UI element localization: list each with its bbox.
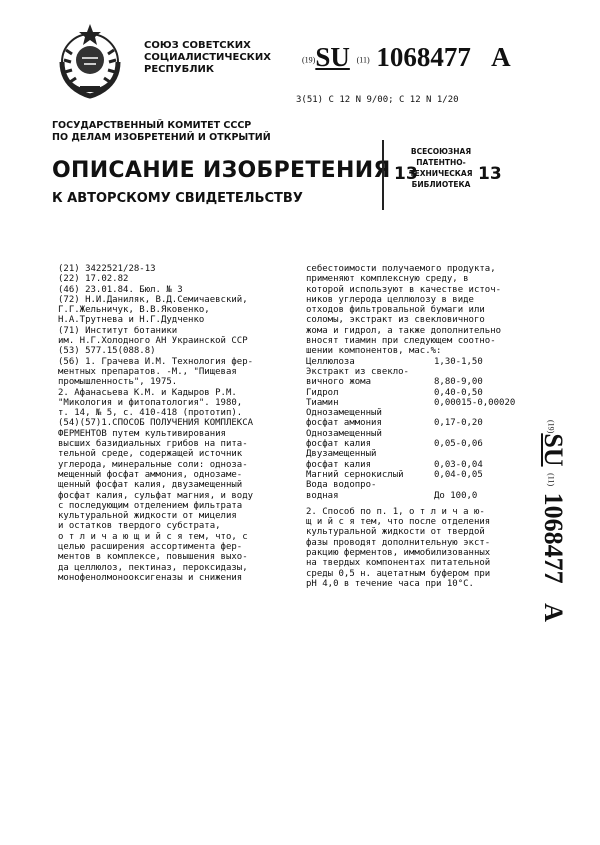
text-line: промышленность", 1975. <box>58 377 178 388</box>
number-prefix: (11) <box>356 55 370 65</box>
text-line: на твердых компонентах питательной <box>306 558 491 569</box>
text-line: высших базидиальных грибов на пита- <box>58 439 248 450</box>
component-name: фосфат калия <box>306 439 372 450</box>
country-code: SU <box>315 42 350 72</box>
component-name: фосфат аммония <box>306 418 382 429</box>
text-line: углерода, минеральные соли: однозa- <box>58 459 248 470</box>
side-number-prefix: (11) <box>546 473 556 487</box>
component-value: 8,80-9,00 <box>434 377 483 388</box>
text-line: шении компонентов, мас.%: <box>306 346 442 357</box>
text-line: культуральной жидкости от мицелия <box>58 511 237 522</box>
component-name: водная <box>306 490 339 501</box>
component-name: Однозамещенный <box>306 408 382 419</box>
text-line: щенный фосфат калия, двузамещенный <box>58 480 243 491</box>
text-line: тельной среде, содержащей источник <box>58 449 243 460</box>
component-row <box>306 480 526 490</box>
kind-code: A <box>491 42 511 72</box>
component-value: До 100,0 <box>434 490 478 501</box>
side-patent-number <box>540 420 570 680</box>
text-line: Н.А.Трутнева и Н.Г.Дудченко <box>58 315 205 326</box>
text-line: ФЕРМЕНТОВ путем культивирования <box>58 428 226 439</box>
claim-2 <box>306 507 526 589</box>
text-line: (54)(57)1.СПОСОБ ПОЛУЧЕНИЯ КОМПЛЕКСА <box>58 418 254 429</box>
component-row <box>306 470 526 480</box>
text-line: (72) Н.И.Даниляк, В.Д.Семичаевский, <box>58 294 248 305</box>
text-line: ракцию ферментов, иммобилизованных <box>306 548 491 559</box>
text-line: да целлюлоз, пектиназ, пероксидазы, <box>58 562 248 573</box>
text-line: (53) 577.15(088.8) <box>58 346 156 357</box>
text-line: и остатков твердого субстрата, <box>58 521 221 532</box>
committee-name: ГОСУДАРСТВЕННЫЙ КОМИТЕТ СССР ПО ДЕЛАМ ИЗОБРЕТЕНИЙ И ОТКРЫТИЙ <box>52 120 271 143</box>
component-row <box>306 460 526 470</box>
org-name: СОЮЗ СОВЕТСКИХ СОЦИАЛИСТИЧЕСКИХ РЕСПУБЛИК <box>144 40 271 75</box>
text-line: "Микология и фитопатология". 1980, <box>58 397 243 408</box>
bibliographic-column <box>58 264 288 583</box>
component-value <box>434 429 526 439</box>
text-line: (22) 17.02.82 <box>58 274 129 285</box>
text-line: которой используют в качестве источ- <box>306 284 502 295</box>
component-value: 1,30-1,50 <box>434 356 483 367</box>
text-line: фосфат калия, сульфат магния, и воду <box>58 490 254 501</box>
claims-column <box>306 264 526 589</box>
text-line: ников углерода целлюлозу в виде <box>306 294 474 305</box>
text-line: с последующим отделением фильтрата <box>58 500 243 511</box>
text-line: применяют комплексную среду, в <box>306 274 469 285</box>
component-value <box>434 480 526 490</box>
component-name: Однозамещенный <box>306 428 382 439</box>
text-line: (56) 1. Грачева И.М. Технология фер- <box>58 356 254 367</box>
component-name: Двузамещенный <box>306 449 377 460</box>
component-row <box>306 418 526 428</box>
ipc-classification: 3(51) C 12 N 9/00; C 12 N 1/20 <box>296 95 459 105</box>
component-value: 0,05-0,06 <box>434 439 483 450</box>
component-value <box>434 449 526 459</box>
component-row <box>306 491 526 501</box>
document-subtitle: К АВТОРСКОМУ СВИДЕТЕЛЬСТВУ <box>52 191 303 206</box>
text-line: 2. Афанасьева К.М. и Кадыров Р.М. <box>58 387 237 398</box>
component-name: Целлюлоза <box>306 356 355 367</box>
component-name: Гидрол <box>306 387 339 398</box>
text-line: (71) Институт ботаники <box>58 325 178 336</box>
text-line: культуральной жидкости от твердой <box>306 527 485 538</box>
text-line: среды 0,5 н. ацетатным буфером при <box>306 568 491 579</box>
component-name: Экстракт из свекло- <box>306 366 409 377</box>
document-title: ОПИСАНИЕ ИЗОБРЕТЕНИЯ <box>52 158 391 183</box>
component-row <box>306 449 526 459</box>
component-name: фосфат калия <box>306 459 372 470</box>
stamp-right-number: 13 <box>478 164 502 184</box>
side-kind-code: A <box>539 603 568 622</box>
patent-number: 1068477 <box>376 42 471 72</box>
text-line: целью расширения ассортимента фер- <box>58 542 243 553</box>
component-row <box>306 357 526 367</box>
text-line: pH 4,0 в течение часа при 10°C. <box>306 578 474 589</box>
text-line: ментных препаратов. -М., "Пищевая <box>58 366 237 377</box>
stamp-text: ВСЕСОЮЗНАЯ ПАТЕНТНО- ТЕХНИЧЕСКАЯ БИБЛИОТЕКА <box>409 147 473 189</box>
text-line: фазы проводят дополнительную экст- <box>306 537 491 548</box>
country-code-prefix: (19) <box>302 55 316 65</box>
text-line: жома и гидрол, а также дополнительно <box>306 325 502 336</box>
component-row <box>306 398 526 408</box>
component-row <box>306 429 526 439</box>
text-line: мещенный фосфат аммония, однозаме- <box>58 469 243 480</box>
text-line: о т л и ч а ю щ и й с я тем, что, с <box>58 531 248 542</box>
text-line: ментов в комплексе, повышения выхо- <box>58 552 248 563</box>
text-line: монофенолмонооксигеназы и снижения <box>58 572 243 583</box>
text-line: щ и й с я тем, что после отделения <box>306 517 491 528</box>
claim-continuation <box>306 264 526 357</box>
component-row <box>306 408 526 418</box>
component-value: 0,00015-0,00020 <box>434 397 516 408</box>
text-line: т. 14, № 5, с. 410-418 (прототип). <box>58 408 243 419</box>
text-line: себестоимости получаемого продукта, <box>306 264 496 274</box>
component-row <box>306 367 526 377</box>
text-line: вносят тиамин при следующем соотно- <box>306 336 496 347</box>
component-name: Вода водопро- <box>306 480 377 491</box>
component-name: Магний сернокислый <box>306 469 404 480</box>
component-value: 0,40-0,50 <box>434 387 483 398</box>
component-value: 0,04-0,05 <box>434 469 483 480</box>
text-line: Г.Г.Жельничук, В.В.Яковенко, <box>58 305 210 316</box>
side-number: 1068477 <box>539 492 568 584</box>
stamp-left-number: 13 <box>394 164 418 184</box>
component-name: вичного жома <box>306 377 372 388</box>
text-line: (46) 23.01.84. Бюл. № 3 <box>58 284 183 295</box>
text-line: соломы, экстракт из свекловичного <box>306 315 485 326</box>
component-value <box>434 408 526 418</box>
side-country-prefix: (19) <box>546 420 556 434</box>
patent-number-block <box>302 42 511 73</box>
component-value: 0,03-0,04 <box>434 459 483 470</box>
library-stamp <box>382 140 502 210</box>
text-line: (21) 3422521/28-13 <box>58 264 156 274</box>
component-value: 0,17-0,20 <box>434 418 483 429</box>
component-name: Тиамин <box>306 397 339 408</box>
component-value <box>434 367 526 377</box>
text-line: им. Н.Г.Холодного АН Украинской ССР <box>58 336 248 347</box>
side-country-code: SU <box>539 433 568 467</box>
component-row <box>306 388 526 398</box>
text-line: отходов фильтровальной бумаги или <box>306 305 485 316</box>
ussr-emblem-icon <box>52 20 128 100</box>
component-row <box>306 439 526 449</box>
component-row <box>306 377 526 387</box>
components-table <box>306 357 526 501</box>
text-line: 2. Способ по п. 1, о т л и ч а ю- <box>306 506 485 517</box>
